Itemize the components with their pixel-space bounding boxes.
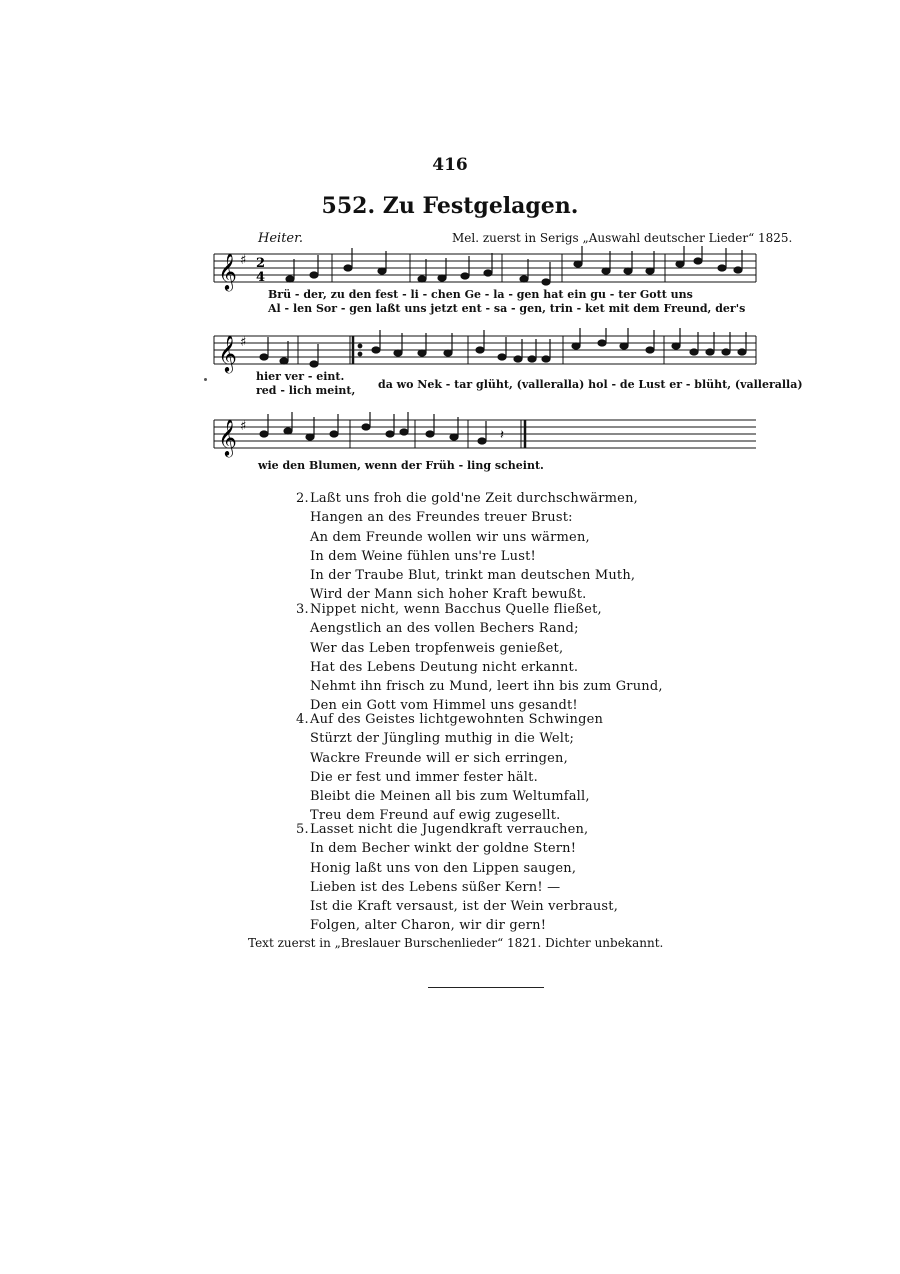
stanza-line: Laßt uns froh die gold'ne Zeit durchschwärmen,: [310, 491, 638, 506]
svg-text:𝄞: 𝄞: [218, 418, 237, 456]
stanza-line: Aengstlich an des vollen Bechers Rand;: [310, 621, 579, 637]
time-signature-top: 2: [256, 256, 266, 271]
lyrics-system2-verse1: hier ver - eint.: [256, 370, 345, 383]
svg-text:𝄞: 𝄞: [218, 334, 237, 372]
svg-text:♯: ♯: [240, 335, 247, 350]
stanza-line: In der Traube Blut, trinkt man deutschen Muth,: [310, 568, 636, 584]
stanza-line: In dem Becher winkt der goldne Stern!: [310, 841, 577, 857]
svg-text:𝄽: 𝄽: [500, 428, 504, 443]
stanza-number: 5.: [296, 822, 309, 837]
text-credit: Text zuerst in „Breslauer Burschenlieder“ 1821. Dichter unbekannt.: [248, 936, 664, 950]
page-number: 416: [432, 155, 468, 175]
stanza-5: [296, 820, 618, 936]
music-staff-2: [210, 328, 760, 374]
melody-source: Mel. zuerst in Serigs „Auswahl deutscher Lieder“ 1825.: [452, 231, 793, 245]
svg-text:♯: ♯: [240, 419, 247, 434]
lyrics-system1-verse2: Al - len Sor - gen laßt uns jetzt ent - sa - gen, trin - ket mit dem Freund, der's: [268, 302, 746, 315]
song-title: 552. Zu Festgelagen.: [321, 193, 579, 219]
stanza-2: [296, 489, 638, 605]
music-staff-3: [210, 412, 760, 458]
time-signature-bottom: 4: [256, 270, 266, 285]
stanza-line: Wackre Freunde will er sich erringen,: [310, 750, 568, 766]
stanza-line: Stürzt der Jüngling muthig in die Welt;: [310, 731, 575, 747]
stanza-line: Wird der Mann sich hoher Kraft bewußt.: [310, 587, 587, 603]
stanza-line: Nippet nicht, wenn Bacchus Quelle fließet,: [310, 602, 602, 617]
stanza-line: Lieben ist des Lebens süßer Kern! —: [310, 879, 561, 895]
lyrics-system1-verse1: Brü - der, zu den fest - li - chen Ge - la - gen hat ein gu - ter Gott uns: [268, 288, 693, 301]
stanza-line: An dem Freunde wollen wir uns wärmen,: [310, 529, 590, 545]
treble-clef: 𝄞: [218, 252, 237, 290]
svg-text:♯: ♯: [240, 253, 247, 268]
stanza-line: Nehmt ihn frisch zu Mund, leert ihn bis zum Grund,: [310, 679, 663, 695]
stanza-number: 2.: [296, 491, 309, 506]
stanza-number: 4.: [296, 712, 309, 727]
lyrics-system2-verse2: red - lich meint,: [256, 384, 356, 397]
section-divider: [428, 987, 544, 988]
stanza-line: Die er fest und immer fester hält.: [310, 769, 538, 785]
stanza-line: Hangen an des Freundes treuer Brust:: [310, 510, 573, 526]
stanza-4: [296, 710, 603, 826]
stanza-line: In dem Weine fühlen uns're Lust!: [310, 548, 536, 564]
stanza-line: Lasset nicht die Jugendkraft verrauchen,: [310, 822, 589, 837]
stanza-line: Hat des Lebens Deutung nicht erkannt.: [310, 659, 579, 675]
lyrics-system3-refrain: wie den Blumen, wenn der Früh - ling scheint.: [258, 459, 544, 472]
stanza-line: Folgen, alter Charon, wir dir gern!: [310, 918, 547, 934]
stanza-line: Honig laßt uns von den Lippen saugen,: [310, 860, 577, 876]
stanza-line: Auf des Geistes lichtgewohnten Schwingen: [310, 712, 604, 727]
speck-mark: [204, 378, 207, 381]
music-staff-1: [210, 246, 760, 292]
stanza-line: Bleibt die Meinen all bis zum Weltumfall,: [310, 789, 590, 805]
stanza-3: [296, 600, 663, 716]
lyrics-system2-refrain: da wo Nek - tar glüht, (valleralla) hol - de Lust er - blüht, (valleralla): [378, 378, 803, 391]
stanza-line: Den ein Gott vom Himmel uns gesandt!: [310, 698, 578, 714]
tempo-marking: Heiter.: [258, 231, 304, 246]
stanza-line: Wer das Leben tropfenweis genießet,: [310, 640, 564, 656]
stanza-line: Treu dem Freund auf ewig zugesellt.: [310, 808, 561, 824]
stanza-line: Ist die Kraft versaust, ist der Wein verbraust,: [310, 899, 619, 915]
stanza-number: 3.: [296, 602, 309, 617]
